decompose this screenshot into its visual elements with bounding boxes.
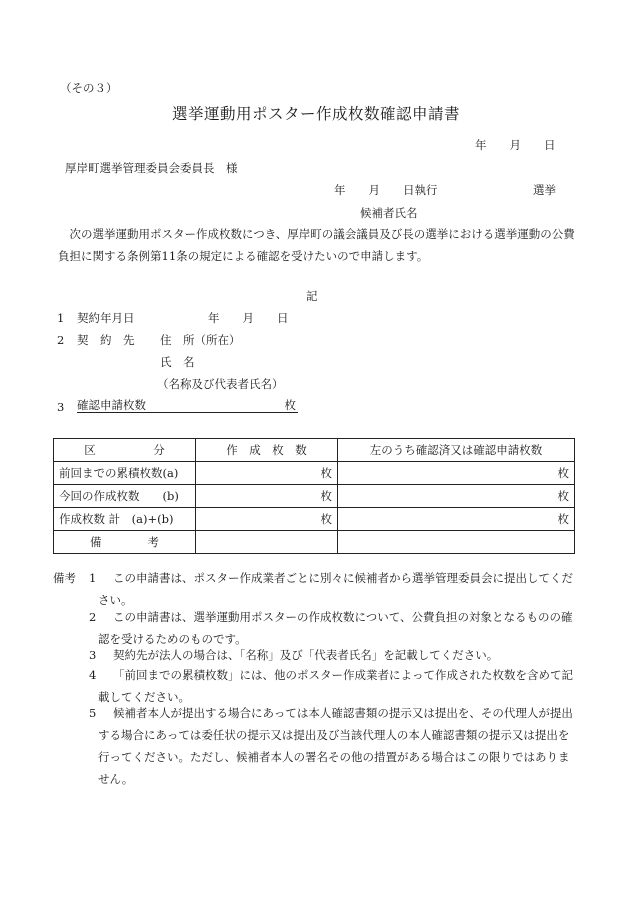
application-body: 次の選挙運動用ポスター作成枚数につき、厚岸町の議会議員及び長の選挙における選挙運動の公費負担に関する条例第11条の規定による確認を受けたいので申請します。 (58, 227, 575, 263)
contractor-label: 契 約 先 (77, 333, 135, 347)
table-header: 区 分 (54, 439, 196, 462)
row-label: 今回の作成枚数 (b) (54, 485, 196, 508)
contractor-name-label: 氏 名 (160, 355, 195, 369)
note-text: 「前回までの累積枚数」には、他のポスター作成業者によって作成された枚数を含めて記載してください。 (98, 668, 573, 704)
remarks-cell (338, 531, 575, 554)
notes-heading: 備考 (53, 571, 76, 585)
item2-number: 2 (57, 333, 65, 347)
contractor-name-note: （名称及び代表者氏名） (157, 377, 284, 391)
table-row (54, 462, 575, 485)
contract-date-label: 契約年月日 (77, 311, 135, 325)
note-number: 5 (89, 706, 97, 720)
election-suffix: 選挙 (533, 183, 556, 197)
requested-count-label: 確認申請枚数 (77, 398, 146, 412)
item3-number: 3 (57, 400, 65, 414)
row-label: 備 考 (54, 531, 196, 554)
note-text: 契約先が法人の場合は、「名称」及び「代表者氏名」を記載してください。 (113, 648, 499, 662)
contract-date-value: 年 月 日 (208, 311, 289, 325)
row-label: 作成枚数 計 (a)+(b) (54, 508, 196, 531)
note-text: この申請書は、選挙運動用ポスターの作成枚数について、公費負担の対象となるものの確認を受けるためのものです。 (98, 610, 573, 646)
remarks-cell (196, 531, 338, 554)
note-text: この申請書は、ポスター作成業者ごとに別々に候補者から選挙管理委員会に提出してください。 (98, 571, 573, 607)
application-date: 年 月 日 (475, 138, 556, 152)
poster-count-table (53, 438, 575, 554)
created-count-cell: 枚 (196, 485, 338, 508)
created-count-cell: 枚 (196, 508, 338, 531)
contractor-address-label: 住 所（所在） (160, 333, 241, 347)
note-number: 2 (89, 610, 97, 624)
election-date: 年 月 日執行 (334, 183, 438, 197)
ki-heading: 記 (306, 289, 318, 303)
table-header: 左のうち確認済又は確認申請枚数 (338, 439, 575, 462)
row-label: 前回までの累積枚数(a) (54, 462, 196, 485)
table-header-row (54, 439, 575, 462)
confirmed-count-cell: 枚 (338, 508, 575, 531)
note-text: 候補者本人が提出する場合にあっては本人確認書類の提示又は提出を、その代理人が提出する場合にあっては委任状の提示又は提出及び当該代理人の本人確認書類の提示又は提出を行ってください。ただし、候補者本人の署名その他の措置がある場合はこの限りではありません。 (98, 706, 573, 786)
confirmed-count-cell: 枚 (338, 462, 575, 485)
confirmed-count-cell: 枚 (338, 485, 575, 508)
table-row (54, 531, 575, 554)
addressee: 厚岸町選挙管理委員会委員長 様 (65, 161, 238, 175)
requested-count-line (77, 398, 298, 413)
note-number: 4 (89, 668, 97, 682)
table-row (54, 485, 575, 508)
note-number: 3 (89, 648, 97, 662)
candidate-name-label: 候補者氏名 (360, 206, 418, 220)
table-row (54, 508, 575, 531)
table-header: 作 成 枚 数 (196, 439, 338, 462)
created-count-cell: 枚 (196, 462, 338, 485)
item1-number: 1 (57, 311, 65, 325)
form-number: （その３） (60, 81, 118, 95)
page-title: 選挙運動用ポスター作成枚数確認申請書 (172, 105, 461, 123)
note-number: 1 (89, 571, 97, 585)
requested-count-unit: 枚 (284, 398, 296, 412)
